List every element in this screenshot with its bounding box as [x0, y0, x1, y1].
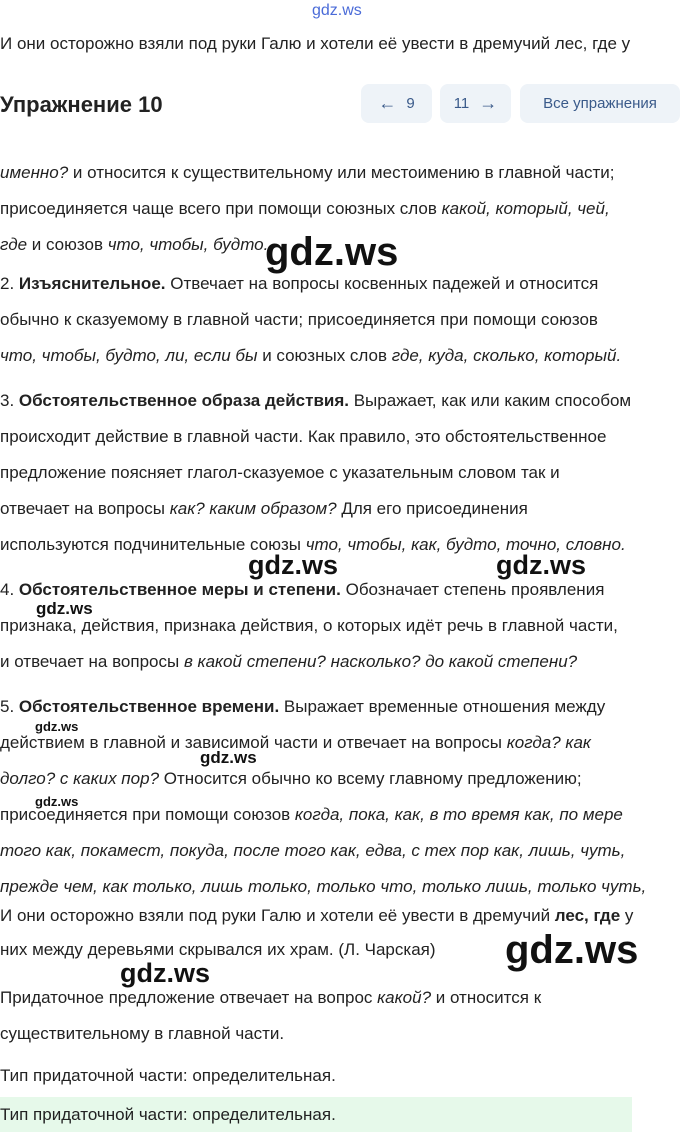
- theory-line: где и союзов что, чтобы, будто.: [0, 235, 269, 254]
- explanation: Придаточное предложение отвечает на вопрос какой? и относится к существительному в главной части.: [0, 988, 542, 1043]
- example-sentence: И они осторожно взяли под руки Галю и хотели её увести в дремучий лес, где у них между деревьями скрывался их храм. (Л. Чарская): [0, 906, 634, 959]
- answer-highlight: [0, 1097, 632, 1132]
- watermark: gdz.ws: [265, 230, 399, 274]
- example-preview-line: И они осторожно взяли под руки Галю и хотели её увести в дремучий лес, где у: [0, 34, 631, 53]
- watermark: gdz.ws: [120, 958, 211, 988]
- theory-item-2: 2. Изъяснительное. Отвечает на вопросы косвенных падежей и относится обычно к сказуемому в главной части; присоединяется при помощи союзов что, чтобы, будто, ли, если бы и союзных слов где, куда, сколько, который.: [0, 274, 622, 365]
- watermark: gdz.ws: [35, 794, 79, 809]
- watermark: gdz.ws: [496, 550, 587, 580]
- answer-text: Тип придаточной части: определительная.: [0, 1066, 336, 1085]
- arrow-right-icon: →: [479, 93, 498, 113]
- theory-item-5: 5. Обстоятельственное времени. Выражает временные отношения между действием в главной и зависимой части и отвечает на вопросы когда? как долго? с каких пор? Относится обычно ко всему главному предложению; присоединяется при помощи союзов когда, пока, как, в то время как, по мере того как, покамест, покуда, после того как, едва, с тех пор как, лишь, чуть, прежде чем, как только, лишь только, только что, только лишь, только чуть,: [0, 697, 647, 896]
- watermark-top: gdz.ws: [312, 2, 362, 19]
- arrow-left-icon: ←: [378, 93, 397, 113]
- theory-item-3: 3. Обстоятельственное образа действия. Выражает, как или каким способом происходит действие в главной части. Как правило, это обстоятельственное предложение поясняет глагол-сказуемое с указательным словом так и отвечает на вопросы как? каким образом? Для его присоединения используются подчинительные союзы что, чтобы, как, будто, точно, словно.: [0, 391, 632, 554]
- watermark: gdz.ws: [200, 748, 257, 767]
- watermark: gdz.ws: [35, 719, 79, 734]
- theory-item-4: 4. Обстоятельственное меры и степени. Обозначает степень проявления признака, действия, признака действия, о которых идёт речь в главной части, и отвечает на вопросы в какой степени? насколько? до какой степени?: [0, 580, 618, 671]
- watermark: gdz.ws: [505, 928, 639, 972]
- theory-line: именно? и относится к существительному или местоимению в главной части;: [0, 163, 615, 182]
- next-exercise-button[interactable]: 11 →: [440, 84, 511, 123]
- answer-highlight-text: Тип придаточной части: определительная.: [0, 1105, 336, 1124]
- watermark: gdz.ws: [36, 599, 93, 618]
- exercise-title: Упражнение 10: [0, 92, 163, 117]
- watermark: gdz.ws: [248, 550, 339, 580]
- all-exercises-button[interactable]: Все упражнения: [520, 84, 680, 123]
- prev-exercise-button[interactable]: ← 9: [361, 84, 432, 123]
- theory-line: присоединяется чаще всего при помощи союзных слов какой, который, чей,: [0, 199, 610, 218]
